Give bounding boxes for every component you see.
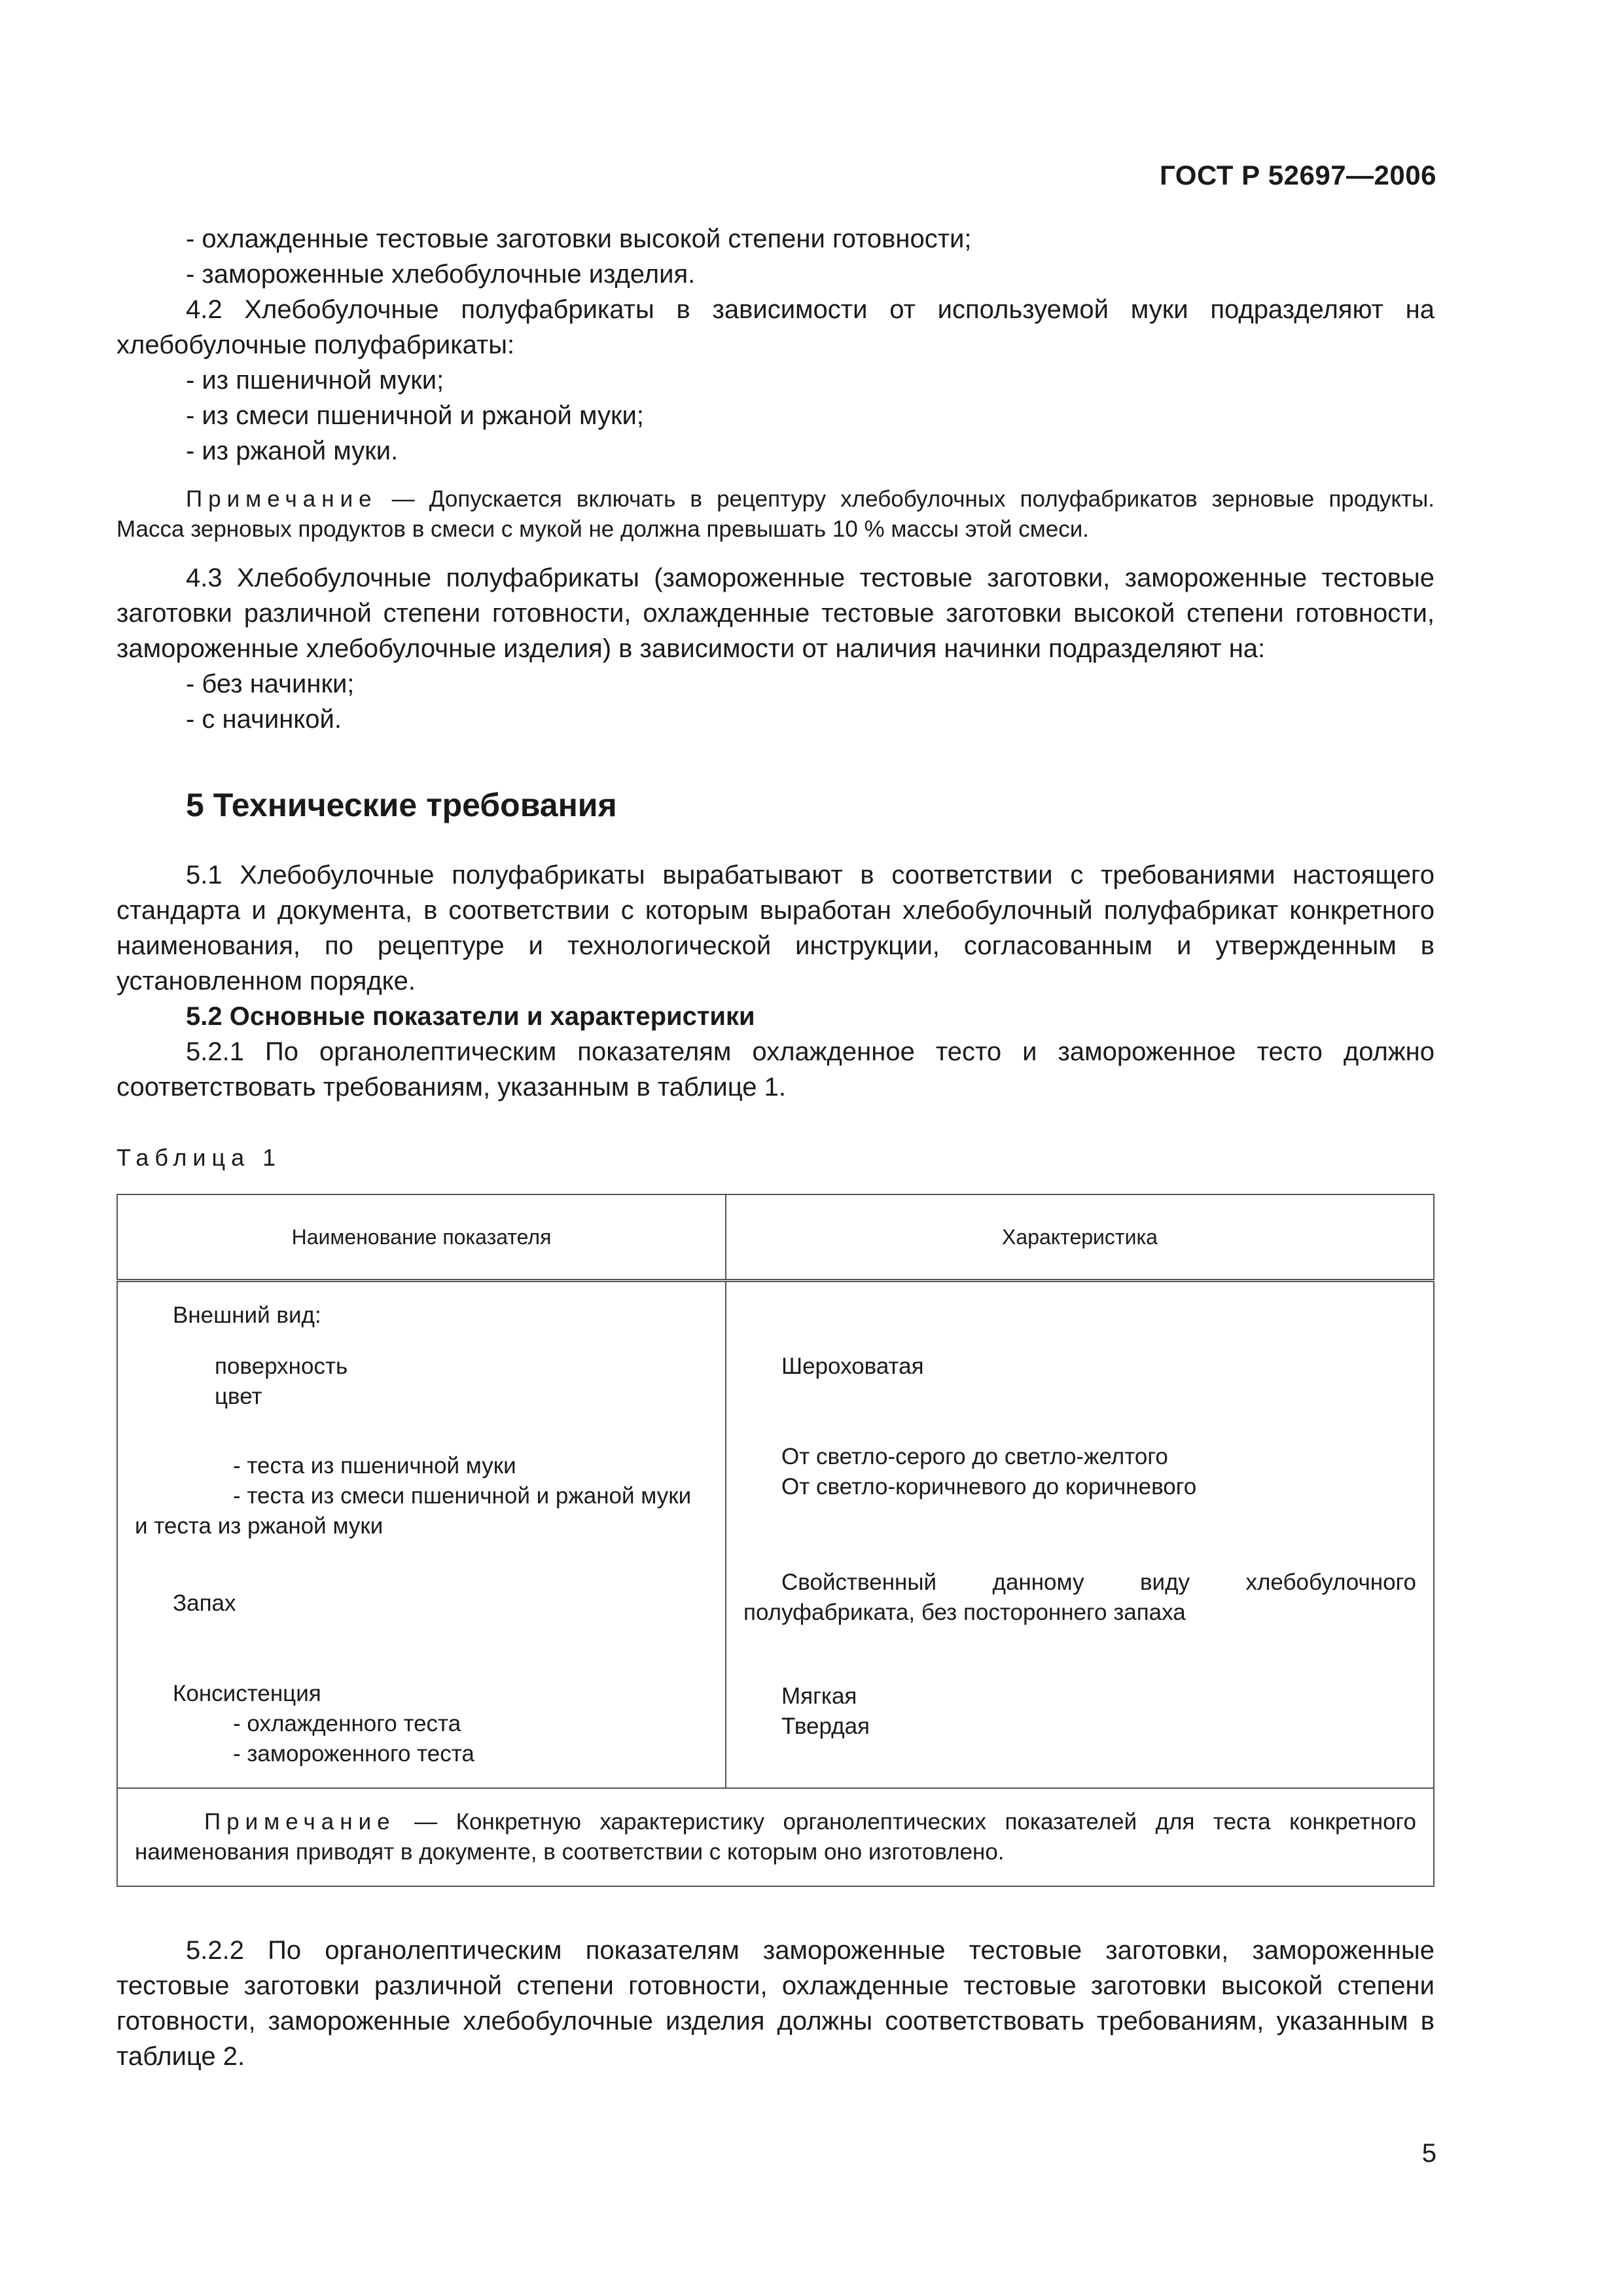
paragraph-5-2-1: 5.2.1 По органолептическим показателям охлажденное тесто и замороженное тесто должно соответствовать требованиям, указанным в таблице 1.: [116, 1037, 1435, 1102]
table-header-characteristic: Характеристика: [726, 1194, 1434, 1281]
value-wheat: От светло-серого до светло-желтого: [781, 1444, 1168, 1469]
row-frozen: - замороженного теста: [233, 1741, 474, 1767]
value-smell: Свойственный данному виду хлебобулочного полуфабриката, без постороннего запаха: [743, 1570, 1416, 1625]
row-mix: - теста из смеси пшеничной и ржаной муки: [233, 1483, 692, 1509]
list-item: - с начинкой.: [186, 705, 342, 734]
list-item: - из ржаной муки.: [186, 437, 399, 465]
table-note-cell: [117, 1788, 1434, 1886]
table-row: [117, 1281, 1434, 1789]
list-item: - без начинки;: [186, 670, 355, 698]
page-number: 5: [1421, 2139, 1436, 2168]
row-mix-continued: и теста из ржаной муки: [135, 1513, 383, 1539]
list-item: - замороженные хлебобулочные изделия.: [186, 260, 696, 289]
value-frozen: Твердая: [781, 1713, 870, 1739]
paragraph-4-2: 4.2 Хлебобулочные полуфабрикаты в зависимости от используемой муки подразделяют на хлебобулочные полуфабрикаты:: [116, 295, 1435, 359]
note-label: Примечание: [186, 486, 378, 512]
table-1-label: Таблица 1: [116, 1144, 282, 1171]
paragraph-4-3: 4.3 Хлебобулочные полуфабрикаты (замороженные тестовые заготовки, замороженные тестовые заготовки различной степени готовности, охлажденные тестовые заготовки высокой степени готовности, замороженные хлебобулочные изделия) в зависимости от наличия начинки подразделяют на:: [116, 564, 1435, 663]
table-1-note: [135, 1807, 1416, 1867]
list-item: - охлажденные тестовые заготовки высокой степени готовности;: [186, 224, 972, 253]
value-mix: От светло-коричневого до коричневого: [781, 1474, 1197, 1499]
document-code: ГОСТ Р 52697—2006: [1160, 160, 1436, 190]
note-label: Примечание: [204, 1809, 396, 1835]
note-text: — Допускается включать в рецептуру хлебобулочных полуфабрикатов зерновые продукты. Масса зерновых продуктов в смеси с мукой не должна превышать 10 % массы этой смеси.: [116, 486, 1435, 542]
row-chilled: - охлажденного теста: [233, 1711, 461, 1736]
row-appearance: Внешний вид:: [173, 1302, 321, 1328]
table-header-row: [117, 1194, 1434, 1281]
row-wheat: - теста из пшеничной муки: [233, 1453, 516, 1479]
table-header-indicator: Наименование показателя: [117, 1194, 726, 1281]
paragraph-5-2-2: 5.2.2 По органолептическим показателям замороженные тестовые заготовки, замороженные тестовые заготовки различной степени готовности, охлажденные тестовые заготовки высокой степени готовности, замороженные хлебобулочные изделия должны соответствовать требованиям, указанным в таблице 2.: [116, 1936, 1435, 2071]
section-5-heading: 5 Технические требования: [186, 787, 617, 823]
page-content: [116, 221, 1435, 2074]
row-color: цвет: [215, 1384, 262, 1409]
note-4-2: [116, 484, 1435, 545]
list-item: - из смеси пшеничной и ржаной муки;: [186, 401, 644, 430]
table-cell-characteristics: [726, 1281, 1434, 1789]
list-item: - из пшеничной муки;: [186, 366, 444, 395]
subsection-5-2-heading: 5.2 Основные показатели и характеристики: [186, 1002, 755, 1031]
table-cell-indicators: [117, 1281, 726, 1789]
row-surface: поверхность: [215, 1354, 348, 1379]
paragraph-5-1: 5.1 Хлебобулочные полуфабрикаты вырабатывают в соответствии с требованиями настоящего стандарта и документа, в соответствии с которым выработан хлебобулочный полуфабрикат конкретного наименования, по рецептуре и технологической инструкции, согласованным и утвержденным в установленном порядке.: [116, 861, 1435, 996]
note-text: — Конкретную характеристику органолептических показателей для теста конкретного наименования приводят в документе, в соответствии с которым оно изготовлено.: [135, 1809, 1416, 1865]
table-1: [116, 1194, 1435, 1887]
value-surface: Шероховатая: [781, 1354, 924, 1379]
row-consistency: Консистенция: [173, 1681, 321, 1706]
value-chilled: Мягкая: [781, 1683, 857, 1709]
table-note-row: [117, 1788, 1434, 1886]
row-smell: Запах: [173, 1590, 236, 1616]
